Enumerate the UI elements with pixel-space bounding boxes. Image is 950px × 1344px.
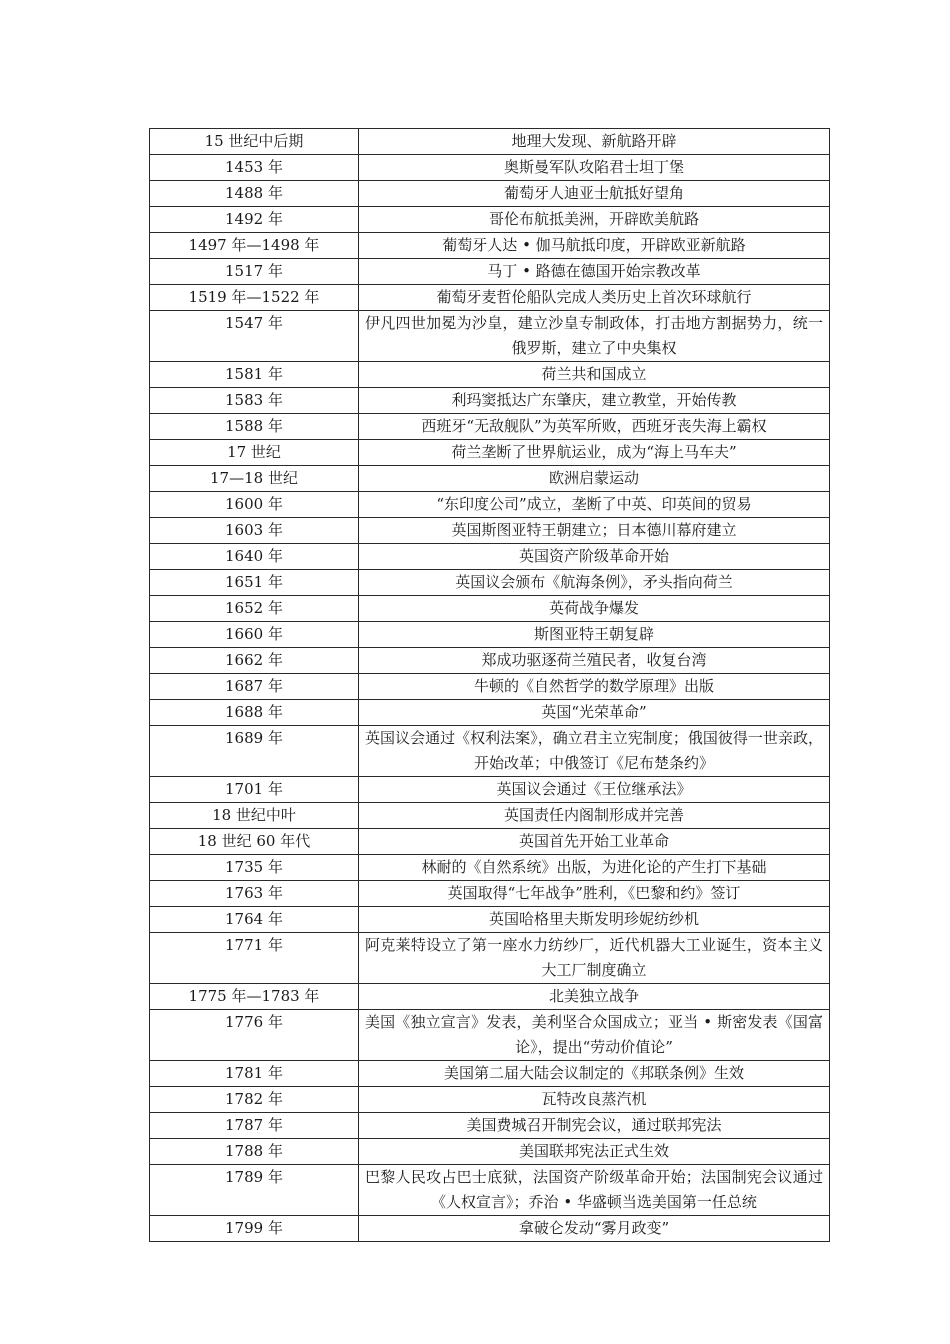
event-cell: 英国议会通过《权利法案》，确立君主立宪制度；俄国彼得一世亲政，开始改革；中俄签订《尼布楚条约》 (359, 726, 830, 777)
event-cell: 阿克莱特设立了第一座水力纺纱厂，近代机器大工业诞生，资本主义大工厂制度确立 (359, 933, 830, 984)
table-row (150, 129, 830, 155)
event-cell: 巴黎人民攻占巴士底狱，法国资产阶级革命开始；法国制宪会议通过《人权宣言》；乔治 • 华盛顿当选美国第一任总统 (359, 1165, 830, 1216)
event-cell: 林耐的《自然系统》出版，为进化论的产生打下基础 (359, 855, 830, 881)
event-cell: “东印度公司”成立，垄断了中英、印英间的贸易 (359, 492, 830, 518)
table-row (150, 155, 830, 181)
date-cell: 1789 年 (150, 1165, 359, 1216)
event-cell: 葡萄牙人迪亚士航抵好望角 (359, 181, 830, 207)
date-cell: 1652 年 (150, 596, 359, 622)
event-cell: 欧洲启蒙运动 (359, 466, 830, 492)
date-cell: 17 世纪 (150, 440, 359, 466)
table-row (150, 1087, 830, 1113)
date-cell: 1660 年 (150, 622, 359, 648)
table-row (150, 440, 830, 466)
date-cell: 1688 年 (150, 700, 359, 726)
date-cell: 1453 年 (150, 155, 359, 181)
event-cell: 英国“光荣革命” (359, 700, 830, 726)
event-cell: 地理大发现、新航路开辟 (359, 129, 830, 155)
date-cell: 15 世纪中后期 (150, 129, 359, 155)
event-cell: 葡萄牙人达 • 伽马航抵印度，开辟欧亚新航路 (359, 233, 830, 259)
date-cell: 1764 年 (150, 907, 359, 933)
event-cell: 英国资产阶级革命开始 (359, 544, 830, 570)
table-row (150, 881, 830, 907)
table-row (150, 570, 830, 596)
table-row (150, 596, 830, 622)
date-cell: 18 世纪中叶 (150, 803, 359, 829)
event-cell: 美国第二届大陆会议制定的《邦联条例》生效 (359, 1061, 830, 1087)
date-cell: 1782 年 (150, 1087, 359, 1113)
date-cell: 1775 年—1783 年 (150, 984, 359, 1010)
table-row (150, 388, 830, 414)
date-cell: 18 世纪 60 年代 (150, 829, 359, 855)
date-cell: 1689 年 (150, 726, 359, 777)
table-row (150, 700, 830, 726)
date-cell: 1662 年 (150, 648, 359, 674)
event-cell: 拿破仑发动“雾月政变” (359, 1216, 830, 1242)
event-cell: 英国斯图亚特王朝建立；日本德川幕府建立 (359, 518, 830, 544)
table-row (150, 311, 830, 362)
date-cell: 1771 年 (150, 933, 359, 984)
date-cell: 17—18 世纪 (150, 466, 359, 492)
event-cell: 伊凡四世加冕为沙皇，建立沙皇专制政体，打击地方割据势力，统一俄罗斯，建立了中央集权 (359, 311, 830, 362)
table-row (150, 181, 830, 207)
date-cell: 1547 年 (150, 311, 359, 362)
date-cell: 1588 年 (150, 414, 359, 440)
table-row (150, 259, 830, 285)
event-cell: 马丁 • 路德在德国开始宗教改革 (359, 259, 830, 285)
table-row (150, 726, 830, 777)
event-cell: 瓦特改良蒸汽机 (359, 1087, 830, 1113)
table-row (150, 1216, 830, 1242)
table-row (150, 544, 830, 570)
event-cell: 荷兰垄断了世界航运业，成为“海上马车夫” (359, 440, 830, 466)
date-cell: 1519 年—1522 年 (150, 285, 359, 311)
date-cell: 1781 年 (150, 1061, 359, 1087)
event-cell: 西班牙“无敌舰队”为英军所败，西班牙丧失海上霸权 (359, 414, 830, 440)
history-timeline-table (149, 128, 830, 1242)
date-cell: 1687 年 (150, 674, 359, 700)
table-row (150, 207, 830, 233)
date-cell: 1492 年 (150, 207, 359, 233)
table-row (150, 933, 830, 984)
event-cell: 英国议会通过《王位继承法》 (359, 777, 830, 803)
table-row (150, 648, 830, 674)
event-cell: 牛顿的《自然哲学的数学原理》出版 (359, 674, 830, 700)
event-cell: 英国取得“七年战争”胜利，《巴黎和约》签订 (359, 881, 830, 907)
table-row (150, 622, 830, 648)
event-cell: 郑成功驱逐荷兰殖民者，收复台湾 (359, 648, 830, 674)
table-row (150, 414, 830, 440)
event-cell: 美国费城召开制宪会议，通过联邦宪法 (359, 1113, 830, 1139)
event-cell: 荷兰共和国成立 (359, 362, 830, 388)
date-cell: 1488 年 (150, 181, 359, 207)
date-cell: 1787 年 (150, 1113, 359, 1139)
table-row (150, 984, 830, 1010)
date-cell: 1651 年 (150, 570, 359, 596)
table-row (150, 1113, 830, 1139)
event-cell: 北美独立战争 (359, 984, 830, 1010)
event-cell: 英荷战争爆发 (359, 596, 830, 622)
date-cell: 1776 年 (150, 1010, 359, 1061)
table-row (150, 518, 830, 544)
date-cell: 1600 年 (150, 492, 359, 518)
date-cell: 1735 年 (150, 855, 359, 881)
table-row (150, 907, 830, 933)
date-cell: 1763 年 (150, 881, 359, 907)
table-row (150, 492, 830, 518)
table-row (150, 466, 830, 492)
event-cell: 斯图亚特王朝复辟 (359, 622, 830, 648)
date-cell: 1640 年 (150, 544, 359, 570)
date-cell: 1583 年 (150, 388, 359, 414)
table-row (150, 1061, 830, 1087)
table-row (150, 1165, 830, 1216)
table-row (150, 777, 830, 803)
event-cell: 美国联邦宪法正式生效 (359, 1139, 830, 1165)
event-cell: 奥斯曼军队攻陷君士坦丁堡 (359, 155, 830, 181)
table-row (150, 285, 830, 311)
table-row (150, 362, 830, 388)
table-row (150, 1139, 830, 1165)
table-row (150, 855, 830, 881)
event-cell: 英国责任内阁制形成并完善 (359, 803, 830, 829)
date-cell: 1603 年 (150, 518, 359, 544)
event-cell: 英国议会颁布《航海条例》，矛头指向荷兰 (359, 570, 830, 596)
date-cell: 1788 年 (150, 1139, 359, 1165)
table-row (150, 674, 830, 700)
date-cell: 1517 年 (150, 259, 359, 285)
event-cell: 英国哈格里夫斯发明珍妮纺纱机 (359, 907, 830, 933)
date-cell: 1799 年 (150, 1216, 359, 1242)
event-cell: 葡萄牙麦哲伦船队完成人类历史上首次环球航行 (359, 285, 830, 311)
event-cell: 利玛窦抵达广东肇庆，建立教堂，开始传教 (359, 388, 830, 414)
table-row (150, 829, 830, 855)
event-cell: 美国《独立宣言》发表，美利坚合众国成立；亚当 • 斯密发表《国富论》，提出“劳动价值论” (359, 1010, 830, 1061)
table-row (150, 803, 830, 829)
table-row (150, 1010, 830, 1061)
timeline-body (150, 129, 830, 1242)
date-cell: 1497 年—1498 年 (150, 233, 359, 259)
event-cell: 英国首先开始工业革命 (359, 829, 830, 855)
date-cell: 1701 年 (150, 777, 359, 803)
table-row (150, 233, 830, 259)
event-cell: 哥伦布航抵美洲，开辟欧美航路 (359, 207, 830, 233)
date-cell: 1581 年 (150, 362, 359, 388)
